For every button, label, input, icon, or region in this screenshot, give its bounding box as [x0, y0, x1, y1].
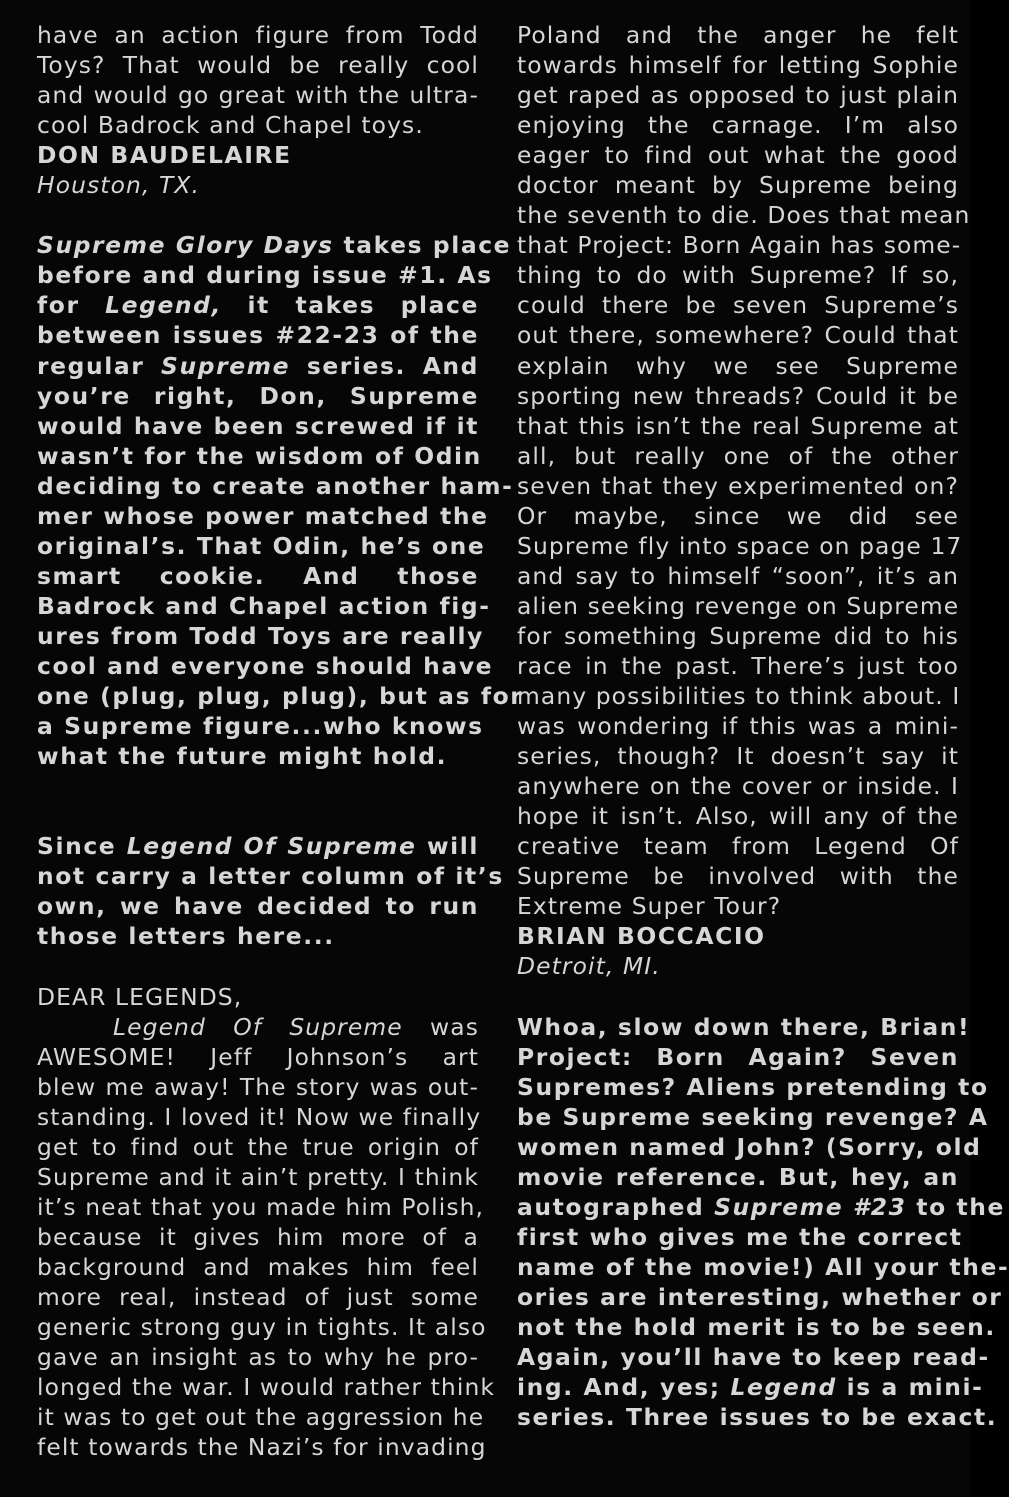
letter2-cont-line: many possibilities to think about. I	[517, 682, 961, 711]
letter2-cont-line: seven that they experimented on?	[517, 471, 959, 500]
reply2-line: movie reference. But, hey, an	[517, 1162, 959, 1191]
letter2-line: longed the war. I would rather think	[37, 1373, 496, 1402]
reply2-line: first who gives me the correct	[517, 1222, 963, 1251]
comic-title: Supreme #23	[714, 1192, 907, 1221]
reply1-line: between issues #22-23 of the	[37, 321, 479, 350]
spacer	[37, 801, 479, 831]
reply1-line: mer whose power matched the	[37, 501, 489, 530]
comic-title: Legend Of Supreme	[126, 832, 417, 861]
reply1-line: for Legend, it takes place	[37, 291, 479, 320]
comic-title: Legend,	[105, 291, 222, 320]
comic-title: Supreme Glory Days	[37, 231, 334, 260]
letter2-line: it’s neat that you made him Polish,	[37, 1192, 485, 1221]
letter2-signature: BRIAN BOCCACIO	[517, 922, 766, 951]
letter2-cont-line: Supreme be involved with the	[517, 862, 959, 891]
reply1-line: would have been screwed if it	[37, 411, 479, 440]
letter2-cont-line: series, though? It doesn’t say it	[517, 742, 959, 771]
reply2-line: Project: Born Again? Seven	[517, 1042, 959, 1071]
reply2-line: series. Three issues to be exact.	[517, 1403, 998, 1432]
letter2-cont-line: enjoying the carnage. I’m also	[517, 111, 959, 140]
letter2-cont-line: Supreme fly into space on page 17	[517, 531, 963, 560]
letter2-cont-line: that this isn’t the real Supreme at	[517, 411, 959, 440]
reply1-line: original’s. That Odin, he’s one	[37, 531, 486, 560]
notice-line: those letters here...	[37, 922, 335, 951]
left-column	[37, 20, 524, 1462]
reply2-line: autographed Supreme #23 to the	[517, 1192, 1006, 1221]
comic-title: Legend Of Supreme	[113, 1012, 403, 1041]
reply1-line: Supreme Glory Days takes place	[37, 231, 512, 260]
letter2-cont-line: all, but really one of the other	[517, 441, 959, 470]
letter2-cont-line: Extreme Super Tour?	[517, 892, 782, 921]
letter1-text-line: and would go great with the ultra-	[37, 81, 479, 110]
notice-line: not carry a letter column of it’s	[37, 862, 504, 891]
notice-line: Since Legend Of Supreme will	[37, 832, 480, 861]
letter2-line: because it gives him more of a	[37, 1222, 479, 1251]
spacer	[37, 200, 479, 230]
letter2-cont-line: for something Supreme did to his	[517, 621, 959, 650]
reply1-line: Badrock and Chapel action fig-	[37, 591, 491, 620]
letter2-line: blew me away! The story was out-	[37, 1072, 479, 1101]
reply1-line: what the future might hold.	[37, 742, 448, 771]
reply2-line: Whoa, slow down there, Brian!	[517, 1012, 971, 1041]
reply2-line: ories are interesting, whether or	[517, 1282, 1003, 1311]
letter2-line: standing. I loved it! Now we finally	[37, 1102, 482, 1131]
letter2-cont-line: the seventh to die. Does that mean	[517, 201, 971, 230]
letter2-cont-line: explain why we see Supreme	[517, 351, 959, 380]
letter2-line: Legend Of Supreme was	[113, 1012, 479, 1041]
reply2-line: women named John? (Sorry, old	[517, 1132, 982, 1161]
letter2-cont-line: eager to find out what the good	[517, 141, 959, 170]
spacer	[517, 982, 959, 1012]
reply2-line: not the hold merit is to be seen.	[517, 1313, 996, 1342]
letter1-text-line: have an action figure from Todd	[37, 21, 479, 49]
reply2-line: name of the movie!) All your the-	[517, 1252, 1009, 1281]
reply1-line: smart cookie. And those	[37, 561, 479, 590]
reply1-line: before and during issue #1. As	[37, 261, 493, 290]
comic-title: Legend	[730, 1373, 837, 1402]
letter2-cont-line: could there be seven Supreme’s	[517, 291, 959, 320]
letter2-cont-line: Poland and the anger he felt	[517, 21, 959, 49]
reply1-line: ures from Todd Toys are really	[37, 621, 484, 650]
spacer	[37, 771, 479, 801]
reply2-line: ing. And, yes; Legend is a mini-	[517, 1373, 984, 1402]
letter2-line: generic strong guy in tights. It also	[37, 1313, 487, 1342]
letter2-cont-line: towards himself for letting Sophie	[517, 51, 959, 80]
letter2-cont-line: Or maybe, since we did see	[517, 501, 959, 530]
letter2-cont-line: thing to do with Supreme? If so,	[517, 261, 959, 290]
spacer	[37, 951, 479, 981]
letter2-cont-line: get raped as opposed to just plain	[517, 81, 959, 110]
letter2-line: get to find out the true origin of	[37, 1132, 479, 1161]
letter2-cont-line: anywhere on the cover or inside. I	[517, 772, 959, 801]
reply1-line: deciding to create another ham-	[37, 471, 514, 500]
reply2-line: Again, you’ll have to keep read-	[517, 1343, 990, 1372]
letter2-line: more real, instead of just some	[37, 1282, 479, 1311]
reply1-line: a Supreme figure...who knows	[37, 712, 484, 741]
letter2-cont-line: that Project: Born Again has some-	[517, 231, 962, 260]
letter1-text-line: cool Badrock and Chapel toys.	[37, 111, 424, 140]
right-column	[517, 20, 1009, 1432]
letter2-line: felt towards the Nazi’s for invading	[37, 1433, 487, 1462]
reply2-line: Supremes? Aliens pretending to	[517, 1072, 989, 1101]
reply1-line: wasn’t for the wisdom of Odin	[37, 441, 482, 470]
letter2-cont-line: and say to himself “soon”, it’s an	[517, 561, 959, 590]
letter1-location: Houston, TX.	[37, 171, 201, 200]
letter2-line: AWESOME! Jeff Johnson’s art	[37, 1042, 479, 1071]
letter2-line: Supreme and it ain’t pretty. I think	[37, 1162, 479, 1191]
letter2-cont-line: sporting new threads? Could it be	[517, 381, 959, 410]
reply1-line: you’re right, Don, Supreme	[37, 381, 479, 410]
letter2-cont-line: out there, somewhere? Could that	[517, 321, 959, 350]
notice-line: own, we have decided to run	[37, 892, 479, 921]
letter2-cont-line: creative team from Legend Of	[517, 832, 959, 861]
letter2-line: background and makes him feel	[37, 1252, 479, 1281]
letter1-signature: DON BAUDELAIRE	[37, 141, 292, 170]
letter2-line: gave an insight as to why he pro-	[37, 1343, 479, 1372]
letter2-cont-line: doctor meant by Supreme being	[517, 171, 959, 200]
comic-title: Supreme	[161, 351, 291, 380]
letter2-cont-line: alien seeking revenge on Supreme	[517, 591, 960, 620]
reply1-line: cool and everyone should have	[37, 651, 494, 680]
reply1-line: regular Supreme series. And	[37, 351, 479, 380]
letter2-cont-line: hope it isn’t. Also, will any of the	[517, 802, 959, 831]
letter2-cont-line: race in the past. There’s just too	[517, 651, 959, 680]
reply1-line: one (plug, plug, plug), but as for	[37, 682, 524, 711]
letter1-text-line: Toys? That would be really cool	[37, 51, 479, 80]
reply2-line: be Supreme seeking revenge? A	[517, 1102, 989, 1131]
letter2-line: it was to get out the aggression he	[37, 1403, 485, 1432]
letter2-location: Detroit, MI.	[517, 952, 661, 981]
letter2-cont-line: was wondering if this was a mini-	[517, 712, 959, 741]
letter2-salutation: DEAR LEGENDS,	[37, 982, 243, 1011]
